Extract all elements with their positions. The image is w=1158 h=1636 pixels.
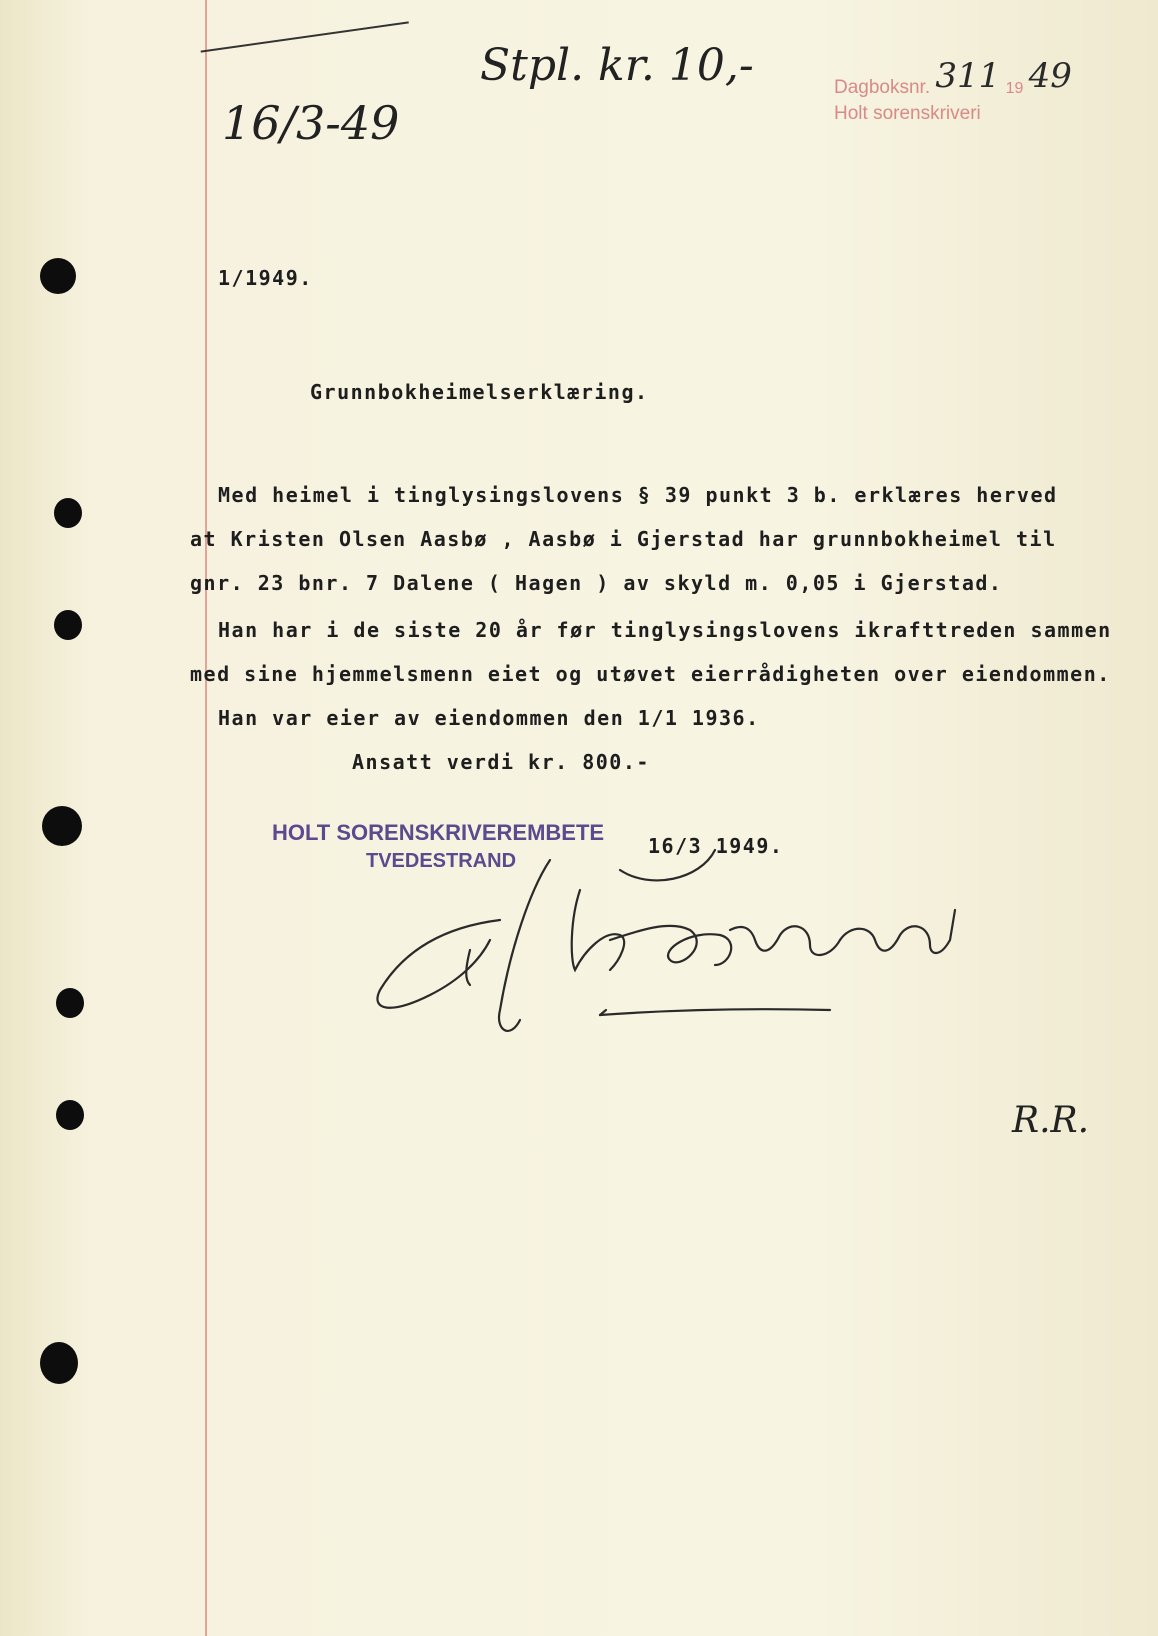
punch-hole xyxy=(56,1100,84,1130)
body-line: med sine hjemmelsmenn eiet og utøvet eierrådigheten over eiendommen. xyxy=(190,662,1111,686)
document-date: 16/3 1949. xyxy=(648,834,784,858)
office-stamp-name: HOLT SORENSKRIVEREMBETE xyxy=(272,820,605,845)
body-line: Med heimel i tinglysingslovens § 39 punkt 3 b. erklæres herved xyxy=(218,483,1058,507)
punch-hole xyxy=(40,258,76,294)
punch-hole xyxy=(40,1342,78,1384)
diary-stamp xyxy=(834,56,1072,126)
punch-hole xyxy=(54,610,82,640)
document-number: 1/1949. xyxy=(218,266,313,290)
office-stamp-place: TVEDESTRAND xyxy=(366,850,517,872)
diary-number: 311 xyxy=(935,56,1001,96)
diary-stamp-label: Dagboksnr. xyxy=(834,77,931,98)
body-line: Ansatt verdi kr. 800.- xyxy=(352,750,650,774)
document-title: Grunnbokheimelserklæring. xyxy=(310,380,649,404)
punch-hole xyxy=(54,498,82,528)
body-line: Han var eier av eiendommen den 1/1 1936. xyxy=(218,706,760,730)
diary-stamp-office: Holt sorenskriveri xyxy=(834,103,981,124)
diary-year-prefix: 19 xyxy=(1005,80,1024,97)
signature-graphic xyxy=(370,830,990,1050)
diary-year: 49 xyxy=(1028,56,1072,96)
date-note: 16/3-49 xyxy=(222,96,400,150)
punch-hole xyxy=(56,988,84,1018)
header-underline xyxy=(201,21,410,56)
body-line: gnr. 23 bnr. 7 Dalene ( Hagen ) av skyld m. 0,05 i Gjerstad. xyxy=(190,571,1003,595)
body-line: at Kristen Olsen Aasbø , Aasbø i Gjerstad har grunnbokheimel til xyxy=(190,527,1057,551)
initials: R.R. xyxy=(1012,1100,1090,1141)
margin-line xyxy=(205,0,207,1636)
punch-hole xyxy=(42,806,82,846)
body-line: Han har i de siste 20 år før tinglysingslovens ikrafttreden sammen xyxy=(218,618,1112,642)
fee-note: Stpl. kr. 10,- xyxy=(480,40,754,91)
